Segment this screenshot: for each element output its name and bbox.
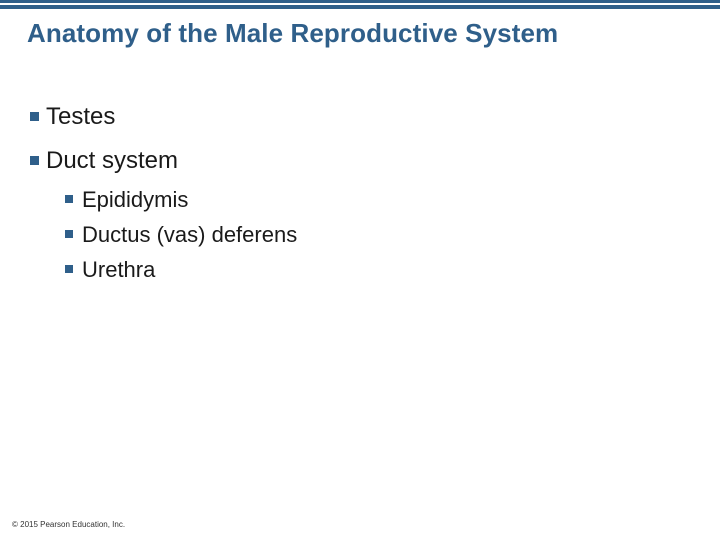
bullet-list [30,100,297,287]
header-rule-bottom [0,5,720,9]
sub-bullet-item-epididymis [30,182,297,217]
square-bullet-icon [65,195,73,203]
header-rule-top [0,0,720,3]
sub-bullet-item-ductus-deferens [30,217,297,252]
bullet-item-duct-system [30,144,297,178]
square-bullet-icon [65,265,73,273]
bullet-text: Testes [46,103,116,130]
square-bullet-icon [65,230,73,238]
bullet-item-testes [30,100,297,134]
sub-bullet-list [30,182,297,287]
slide-title: Anatomy of the Male Reproductive System [27,18,559,48]
sub-bullet-item-urethra [30,252,297,287]
sub-bullet-text: Ductus (vas) deferens [82,222,298,247]
sub-bullet-text: Urethra [82,257,156,282]
header-rule [0,0,720,10]
sub-bullet-text: Epididymis [82,187,189,212]
bullet-text: Duct system [46,147,179,174]
copyright-footer: © 2015 Pearson Education, Inc. [12,520,126,529]
square-bullet-icon [30,112,39,121]
square-bullet-icon [30,156,39,165]
